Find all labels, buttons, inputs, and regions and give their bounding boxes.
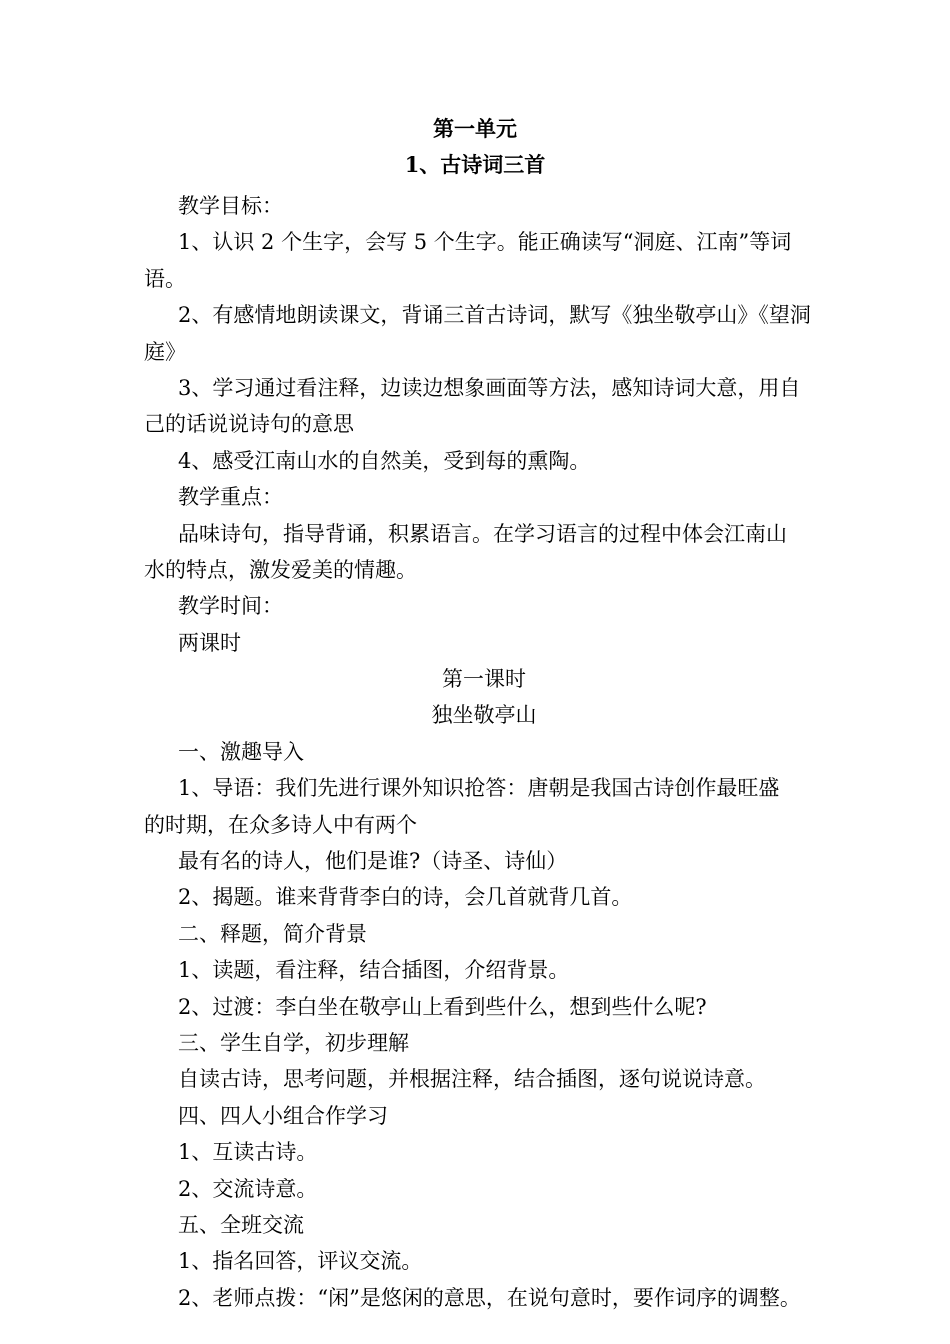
text-line: 2、交流诗意。 [178, 1176, 318, 1201]
text-line: 的时期，在众多诗人中有两个 [144, 812, 417, 837]
text-line: 五、全班交流 [178, 1212, 304, 1237]
text-line: 水的特点，激发爱美的情趣。 [144, 557, 417, 582]
text-line: 二、释题，简介背景 [178, 921, 367, 946]
text-line: 3、学习通过看注释，边读边想象画面等方法，感知诗词大意，用自 [178, 375, 801, 400]
text-line: 1、导语：我们先进行课外知识抢答：唐朝是我国古诗创作最旺盛 [178, 776, 780, 801]
text-line: 最有名的诗人，他们是谁?（诗圣、诗仙） [178, 849, 568, 874]
text-line: 4、感受江南山水的自然美，受到每的熏陶。 [178, 448, 591, 473]
text-line: 己的话说说诗句的意思 [144, 412, 354, 437]
text-line: 语。 [144, 266, 186, 291]
text-line: 1、指名回答，评议交流。 [178, 1249, 423, 1274]
text-line: 教学时间： [178, 594, 283, 619]
unit-title: 第一单元 [433, 116, 517, 141]
text-line: 1、读题，看注释，结合插图，介绍背景。 [178, 958, 570, 983]
text-line: 四、四人小组合作学习 [178, 1103, 388, 1128]
text-line: 1、互读古诗。 [178, 1140, 318, 1165]
text-line: 1、认识 2 个生字，会写 5 个生字。能正确读写“洞庭、江南”等词 [178, 230, 792, 255]
text-line: 自读古诗，思考问题，并根据注释，结合插图，逐句说说诗意。 [178, 1067, 766, 1092]
text-line: 2、有感情地朗读课文，背诵三首古诗词，默写《独坐敬亭山》《望洞 [178, 303, 811, 328]
text-line: 教学目标： [178, 194, 283, 218]
text-line: 教学重点： [178, 485, 283, 510]
text-line: 2、老师点拨：“闲”是悠闲的意思，在说句意时，要作词序的调整。 [178, 1285, 801, 1310]
lesson-title: 1、古诗词三首 [404, 152, 546, 177]
text-line: 品味诗句，指导背诵，积累语言。在学习语言的过程中体会江南山 [178, 521, 787, 546]
text-line: 两课时 [178, 630, 241, 655]
section-heading: 第一课时 [442, 667, 526, 692]
text-line: 庭》 [144, 339, 186, 364]
text-line: 2、过渡：李白坐在敬亭山上看到些什么，想到些什么呢? [178, 994, 707, 1019]
text-line: 三、学生自学，初步理解 [178, 1030, 409, 1055]
section-heading: 独坐敬亭山 [431, 703, 537, 728]
text-line: 一、激趣导入 [178, 739, 304, 764]
document-body [144, 188, 824, 1316]
text-line: 2、揭题。谁来背背李白的诗，会几首就背几首。 [178, 885, 633, 910]
